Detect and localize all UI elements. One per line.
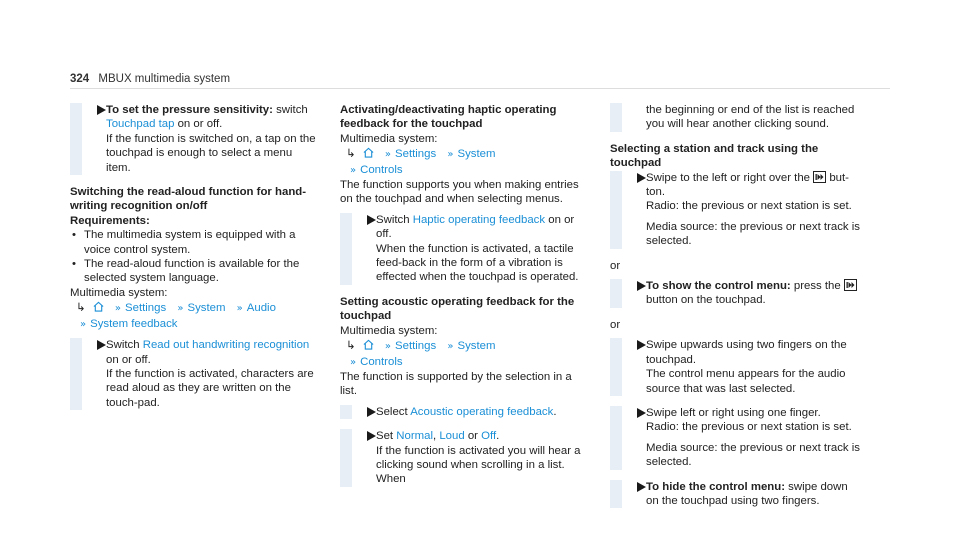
setting-link-haptic-feedback[interactable]: Haptic operating feedback (412, 213, 546, 226)
step-text: switch (272, 104, 308, 116)
step-text: Select (376, 405, 411, 418)
step-text: on or off. (376, 213, 575, 241)
column-3 (610, 103, 860, 518)
double-chevron-icon: » (447, 341, 454, 353)
step-text: swipe down on the touchpad using two fingers. (646, 480, 848, 507)
page-title: MBUX multimedia system (98, 73, 231, 85)
path-item-settings[interactable]: Settings (395, 148, 437, 161)
step-bold-label: To show the control menu: (646, 280, 791, 293)
setting-link-touchpad-tap[interactable]: Touchpad tap (106, 118, 175, 131)
step-arrow-icon (367, 407, 376, 421)
double-chevron-icon: » (350, 164, 357, 176)
page-header (70, 72, 230, 86)
section-heading-read-aloud: Switching the read-aloud function for hand-writing recognition on/off (70, 186, 307, 213)
path-item-system-feedback[interactable]: System feedback (90, 317, 178, 330)
double-chevron-icon: » (236, 303, 243, 315)
option-loud[interactable]: Loud (439, 430, 465, 443)
step-description: If the function is switched on, a tap on the touchpad is enough to select a menu item. (106, 132, 316, 174)
path-item-settings[interactable]: Settings (395, 340, 437, 353)
or-label: or (610, 259, 621, 272)
section-heading-haptic: Activating/deactivating haptic operating feedback for the touchpad (340, 104, 557, 131)
step-arrow-icon (637, 408, 646, 422)
skip-forward-button-icon[interactable] (813, 172, 826, 184)
menu-path (340, 338, 590, 370)
path-item-system[interactable]: System (457, 340, 496, 353)
or-label: or (610, 318, 621, 331)
step-description: Radio: the previous or next station is set. (646, 421, 852, 434)
step-text: on or off. (106, 353, 151, 366)
step-arrow-icon (97, 105, 106, 119)
step-set-volume (340, 429, 590, 487)
double-chevron-icon: » (447, 149, 454, 161)
step-description: The control menu appears for the audio source that was last selected. (646, 368, 846, 395)
step-arrow-icon (637, 482, 646, 496)
step-read-out-handwriting (70, 338, 320, 410)
step-text: Swipe left or right using one finger. (646, 406, 821, 419)
step-swipe-button (610, 171, 860, 249)
separator: or (464, 430, 482, 443)
step-text: on or off. (174, 118, 223, 131)
description-text: The function is supported by the selection in a list. (340, 370, 572, 398)
column-2 (340, 103, 590, 497)
double-chevron-icon: » (114, 303, 122, 315)
path-item-system[interactable]: System (187, 302, 226, 315)
step-text: button on the touchpad. (646, 294, 766, 307)
requirements-list (70, 228, 320, 286)
step-bold-label: To hide the control menu: (646, 480, 786, 493)
step-pressure-sensitivity (70, 103, 320, 175)
path-item-controls[interactable]: Controls (360, 163, 403, 176)
double-chevron-icon: » (384, 341, 392, 353)
path-item-audio[interactable]: Audio (246, 302, 276, 315)
list-item: • The read-aloud function is available for the selected system language. (70, 257, 320, 286)
step-arrow-icon (637, 173, 646, 187)
step-text: Set (376, 430, 397, 443)
step-text: but-ton. (646, 171, 849, 199)
step-show-control-menu (610, 279, 860, 308)
option-off[interactable]: Off (481, 430, 497, 443)
path-item-settings[interactable]: Settings (125, 302, 167, 315)
step-text: Switch (106, 339, 143, 352)
step-description: the beginning or end of the list is reached you will hear another clicking sound. (646, 104, 855, 131)
menu-path (340, 146, 590, 178)
step-bold-label: To set the pressure sensitivity: (106, 104, 273, 116)
step-swipe-two-fingers (610, 338, 860, 396)
step-select-acoustic (340, 405, 590, 419)
step-hide-control-menu (610, 480, 860, 509)
step-text: Switch (376, 213, 413, 226)
description-text: The function supports you when making entries on the touchpad and when selecting menus. (340, 179, 579, 206)
step-haptic-feedback (340, 213, 590, 285)
home-icon[interactable] (363, 148, 374, 160)
step-arrow-icon (637, 340, 646, 354)
step-description: Radio: the previous or next station is set. (646, 200, 852, 213)
step-text: Swipe to the left or right over the (646, 171, 810, 184)
step-arrow-icon (637, 281, 646, 295)
step-description: If the function is activated, characters are read aloud as they are written on the touch-pad. (106, 367, 314, 409)
section-heading-station-track: Selecting a station and track using the touchpad (610, 142, 819, 170)
skip-forward-button-icon[interactable] (844, 280, 857, 292)
step-arrow-icon (367, 431, 376, 445)
step-description: Media source: the previous or next track is selected. (646, 441, 860, 469)
list-item: • The multimedia system is equipped with a voice control system. (70, 228, 320, 257)
multimedia-label: Multimedia system: (340, 324, 438, 337)
step-arrow-icon (367, 215, 376, 229)
path-item-controls[interactable]: Controls (360, 355, 403, 368)
step-swipe-one-finger (610, 406, 860, 470)
requirements-label: Requirements: (70, 214, 150, 227)
section-heading-acoustic: Setting acoustic operating feedback for the touchpad (340, 295, 575, 323)
step-text: press the (790, 280, 841, 293)
double-chevron-icon: » (80, 318, 87, 330)
setting-link-acoustic-feedback[interactable]: Acoustic operating feedback (410, 405, 554, 418)
double-chevron-icon: » (177, 303, 184, 315)
step-text: . (553, 405, 557, 418)
page-number: 324 (70, 73, 90, 85)
step-description: If the function is activated you will hear a clicking sound when scrolling in a list. When (376, 444, 581, 486)
double-chevron-icon: » (350, 356, 357, 368)
double-chevron-icon: » (384, 149, 392, 161)
option-normal[interactable]: Normal (396, 430, 433, 443)
menu-path (70, 300, 320, 332)
step-description: When the function is activated, a tactile feed-back in the form of a vibration is effected when the touchpad is operated. (376, 242, 579, 284)
multimedia-label: Multimedia system: (70, 286, 168, 299)
path-start-icon: ↳ (346, 146, 356, 161)
step-text: Swipe upwards using two fingers on the touchpad. (646, 339, 847, 366)
home-icon[interactable] (93, 302, 104, 314)
step-arrow-icon (97, 340, 106, 354)
path-start-icon: ↳ (76, 300, 86, 315)
step-description: Media source: the previous or next track is selected. (646, 220, 860, 248)
multimedia-label: Multimedia system: (340, 132, 438, 145)
step-continuation (610, 103, 860, 132)
setting-link-read-out-handwriting[interactable]: Read out handwriting recognition (142, 339, 310, 352)
step-text: . (496, 430, 500, 443)
path-item-system[interactable]: System (457, 148, 496, 161)
column-1 (70, 103, 320, 420)
home-icon[interactable] (363, 340, 374, 352)
path-start-icon: ↳ (346, 338, 356, 353)
separator: , (432, 430, 440, 443)
header-divider (70, 88, 890, 89)
